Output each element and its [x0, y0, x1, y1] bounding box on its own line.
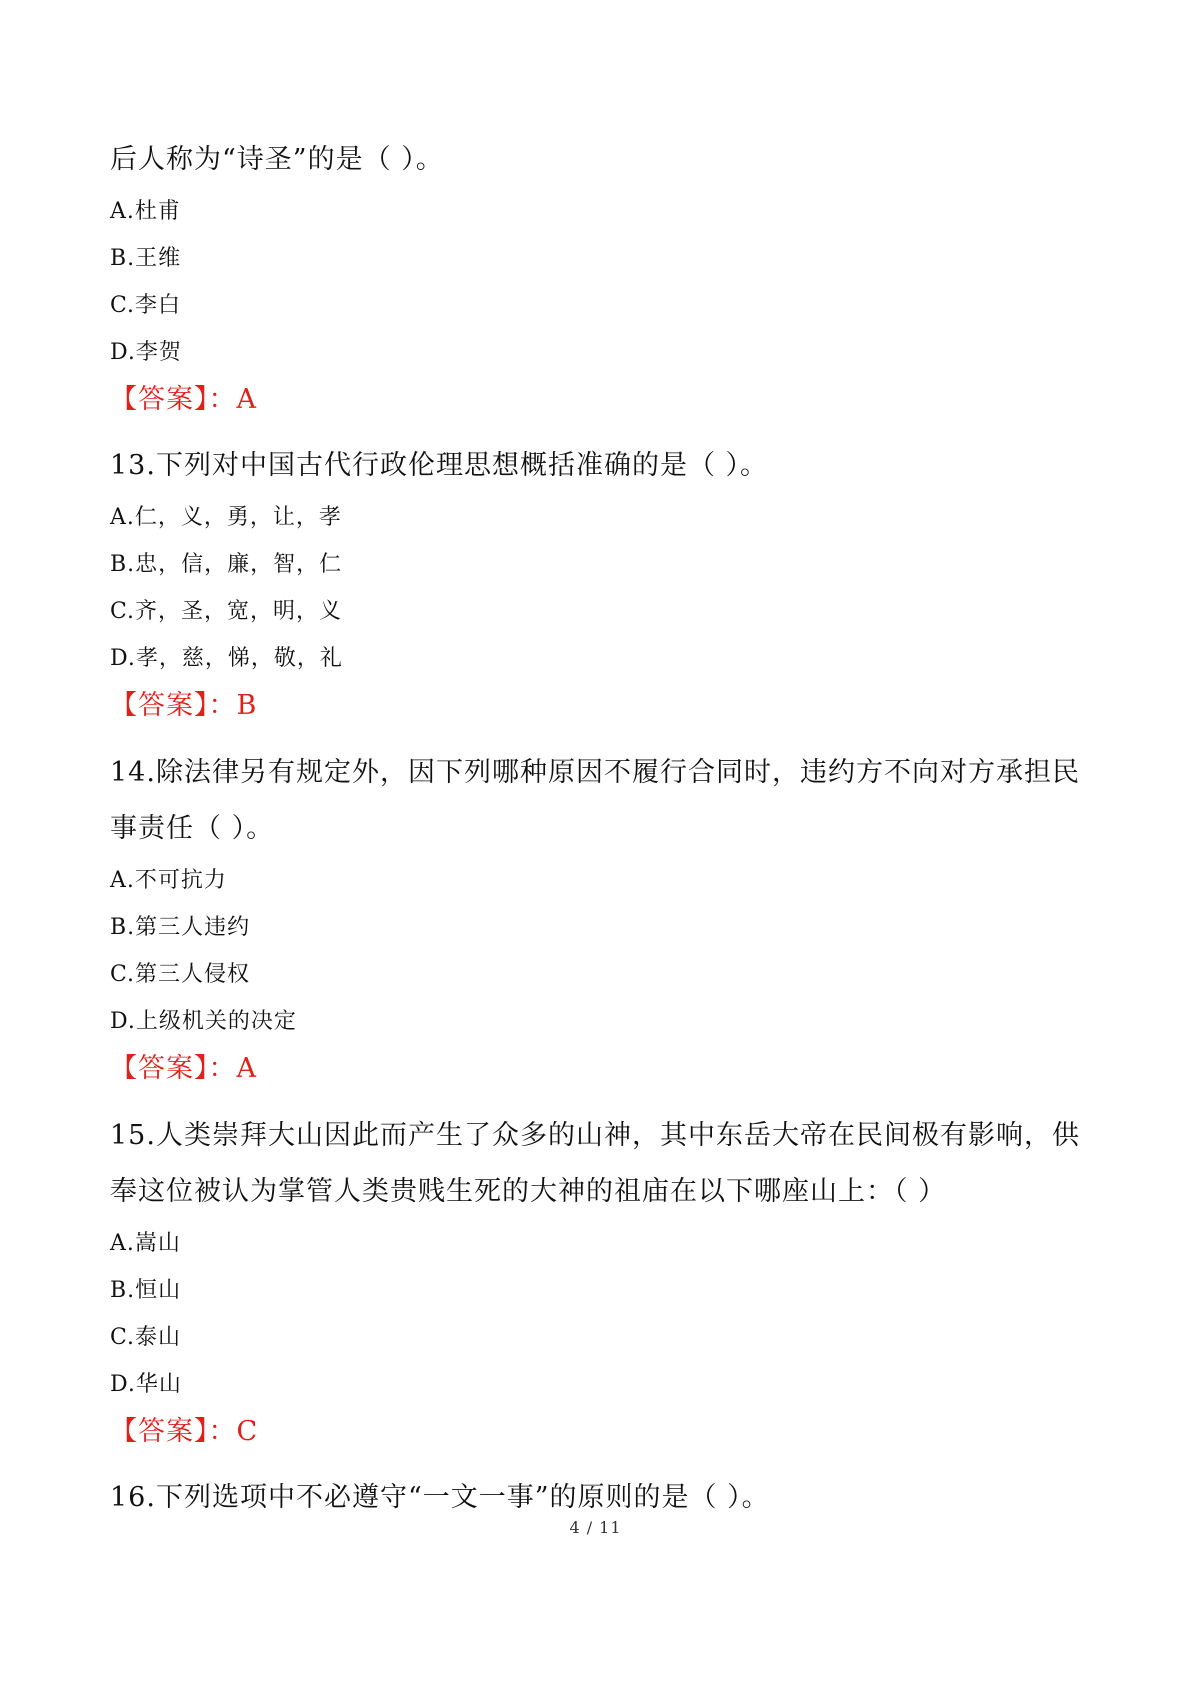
question-text: 13.下列对中国古代行政伦理思想概括准确的是（ ）。	[110, 450, 769, 481]
option-d: D.孝，慈，悌，敬，礼	[110, 646, 343, 671]
option-c: C.李白	[110, 293, 182, 318]
option-d: D.华山	[110, 1372, 182, 1397]
option-b: B.忠，信，廉，智，仁	[110, 552, 343, 577]
option-c: C.齐，圣，宽，明，义	[110, 599, 343, 624]
option-c: C.第三人侵权	[110, 962, 251, 987]
option-b: B.王维	[110, 246, 182, 271]
page-number: 4 / 11	[569, 1518, 622, 1537]
option-b: B.第三人违约	[110, 915, 251, 940]
question-text-line-1: 15.人类崇拜大山因此而产生了众多的山神，其中东岳大帝在民间极有影响，供	[110, 1120, 1080, 1151]
question-text-line-1: 14.除法律另有规定外，因下列哪种原因不履行合同时，违约方不向对方承担民	[110, 757, 1080, 788]
question-text-line-2: 奉这位被认为掌管人类贵贱生死的大神的祖庙在以下哪座山上：（ ）	[110, 1176, 947, 1207]
option-a: A.仁，义，勇，让，孝	[110, 505, 342, 530]
question-block-14	[110, 745, 1100, 1092]
question-block-13	[110, 438, 1100, 729]
option-a: A.嵩山	[110, 1231, 181, 1256]
question-block-15	[110, 1108, 1100, 1455]
option-b: B.恒山	[110, 1278, 182, 1303]
question-text: 后人称为“诗圣”的是（ ）。	[110, 144, 444, 175]
option-a: A.不可抗力	[110, 868, 227, 893]
answer-label: 【答案】：A	[110, 384, 257, 415]
answer-label: 【答案】：B	[110, 690, 258, 721]
answer-label: 【答案】：A	[110, 1053, 257, 1084]
option-a: A.杜甫	[110, 199, 181, 224]
option-d: D.上级机关的决定	[110, 1009, 297, 1034]
option-c: C.泰山	[110, 1325, 182, 1350]
question-text-line-2: 事责任（ ）。	[110, 813, 275, 844]
answer-label: 【答案】：C	[110, 1416, 259, 1447]
option-d: D.李贺	[110, 340, 182, 365]
question-text: 16.下列选项中不必遵守“一文一事”的原则的是（ ）。	[110, 1482, 770, 1513]
question-block-12	[110, 132, 1100, 423]
